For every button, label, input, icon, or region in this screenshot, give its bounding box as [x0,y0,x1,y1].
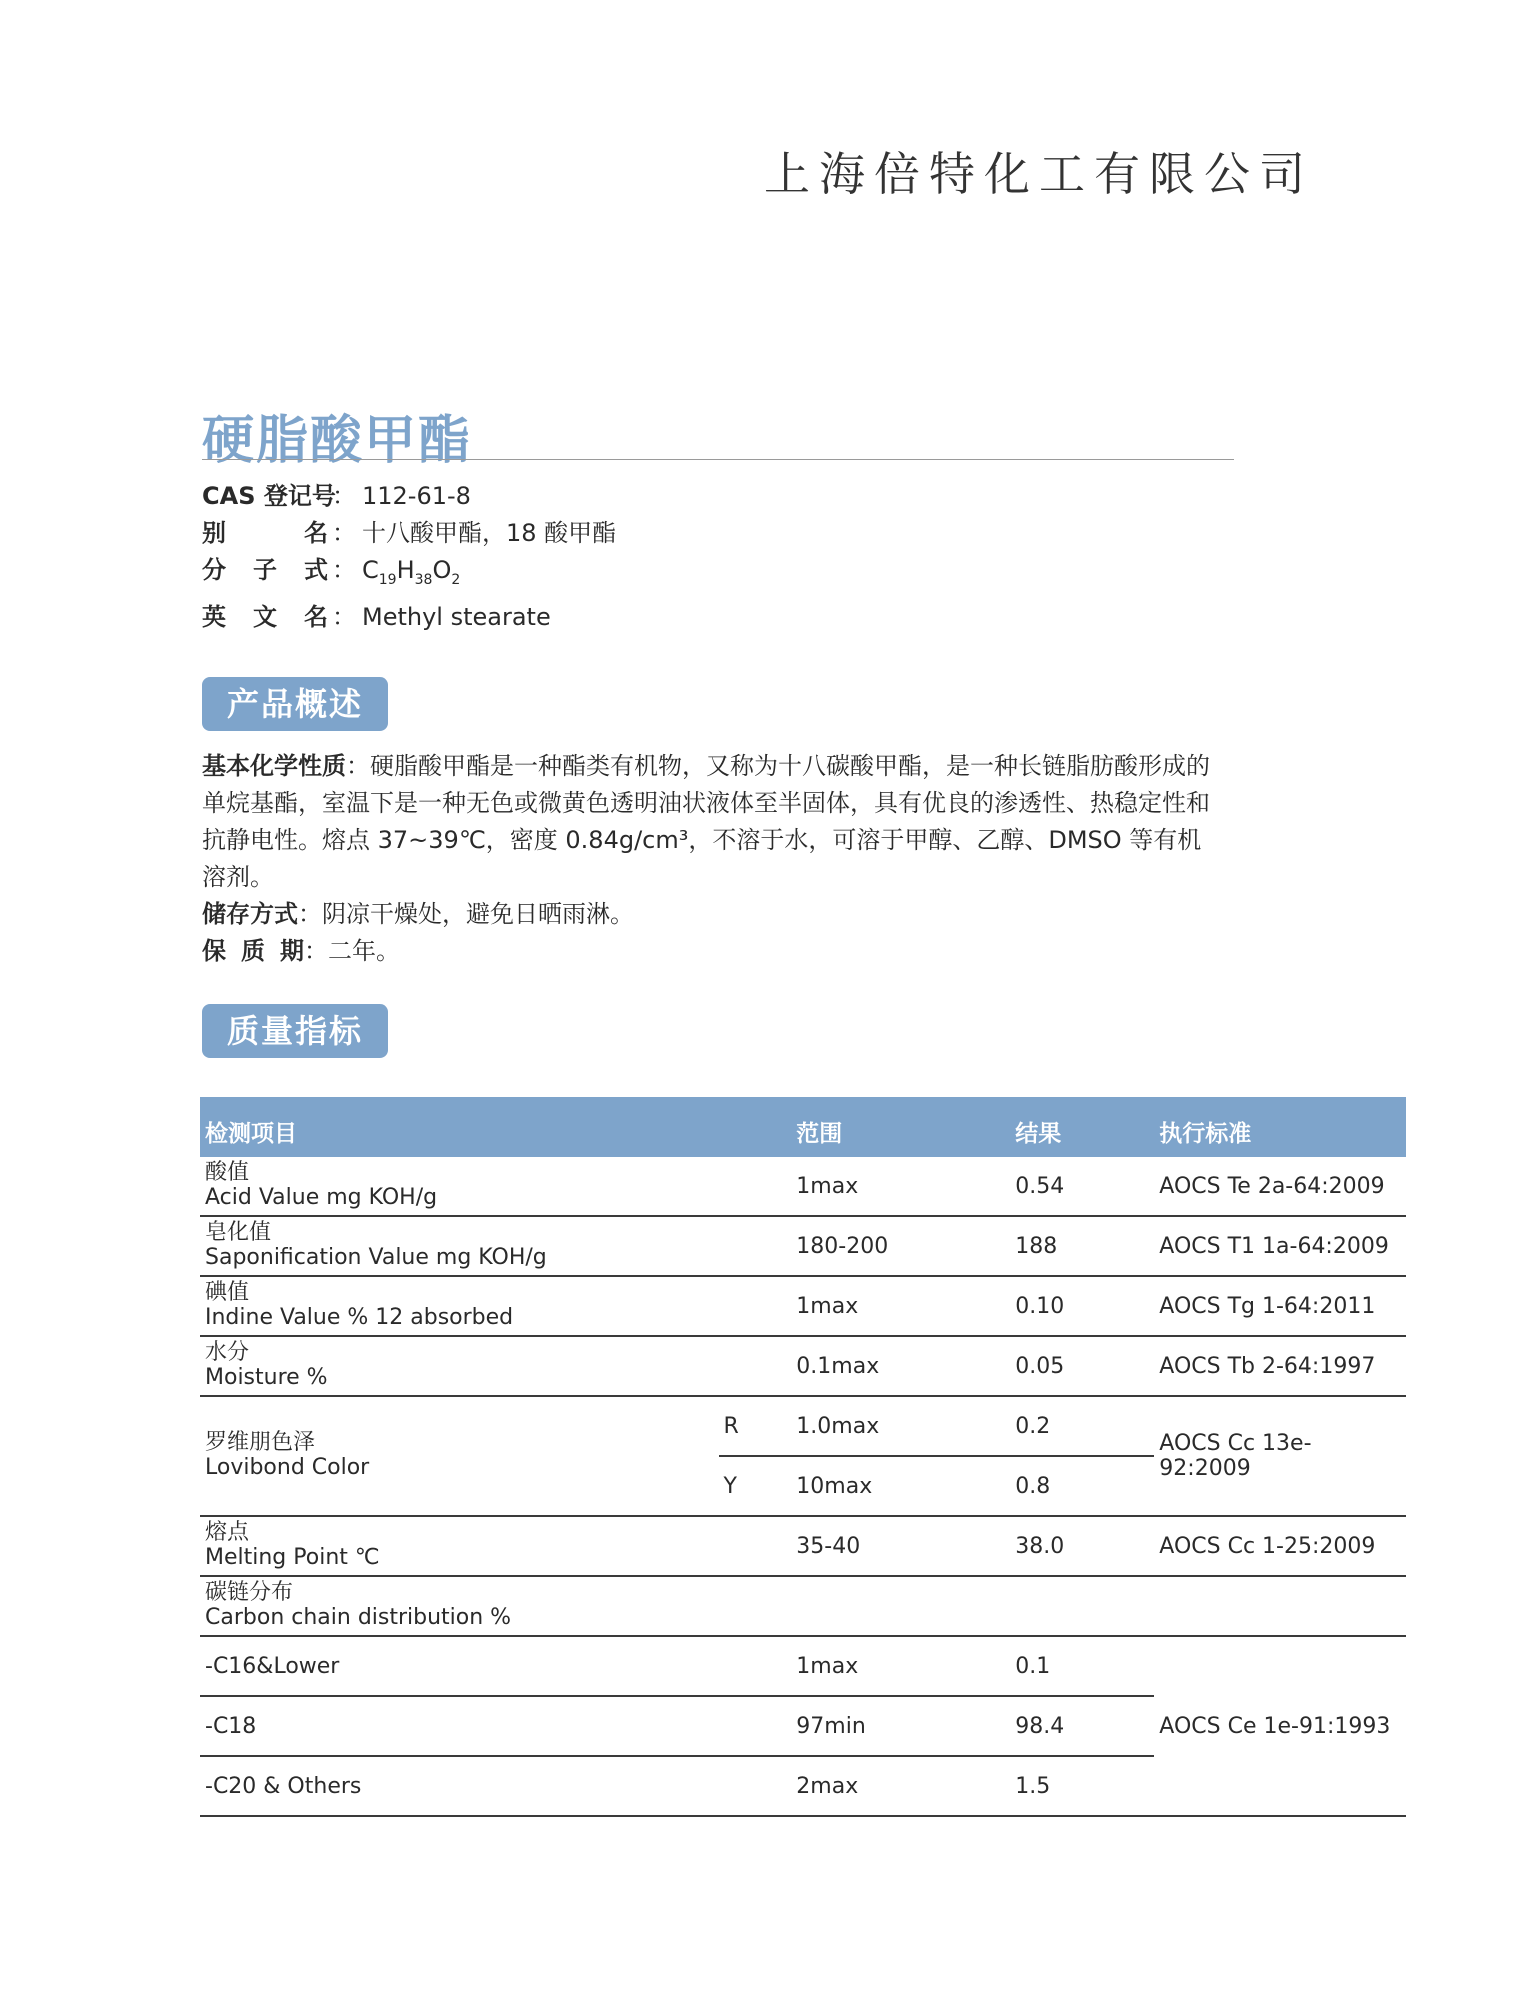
cas-label: CAS 登记号 [202,482,336,510]
storage-label: 储存方式 [202,900,298,928]
basic-label: 基本化学性质 [202,752,346,780]
table-row: 熔点 Melting Point ℃ 35-40 38.0 AOCS Cc 1-25:2009 [200,1516,1406,1576]
formula-row: 分 子 式 ： $C_{19}H_{38}O_2$ [202,552,616,599]
overview-text [202,748,1212,970]
quality-heading: 质量指标 [202,1004,388,1058]
header-standard: 执行标准 [1154,1097,1406,1157]
title-divider [202,459,1234,460]
table-row-carbon-item: -C18 97min 98.4 [200,1696,1406,1756]
table-row-carbon-item: -C16&Lower 1max 0.1 AOCS Ce 1e-91:1993 [200,1636,1406,1696]
product-title: 硬脂酸甲酯 [202,411,473,471]
header-item: 检测项目 [200,1097,791,1157]
table-row-carbon-item: -C20 & Others 2max 1.5 [200,1756,1406,1816]
shelf-life: 保 质 期 ：二年。 [202,933,1212,970]
english-name-label: 英 文 名 [202,602,328,631]
product-info [202,478,616,636]
basic-properties: 基本化学性质：硬脂酸甲酯是一种酯类有机物，又称为十八碳酸甲酯，是一种长链脂肪酸形成的单烷基酯，室温下是一种无色或微黄色透明油状液体至半固体，具有优良的渗透性、热稳定性和抗静电性。熔点 37~39℃，密度 0.84g/cm³，不溶于水，可溶于甲醇、乙醇、DMSO 等有机溶剂。 [202,752,1210,891]
cas-value: 112-61-8 [362,482,471,510]
cas-row: CAS 登记号 ： 112-61-8 [202,478,616,515]
table-row-color-y: Y 10max 0.8 [200,1456,1406,1516]
formula-label: 分 子 式 [202,556,328,584]
table-row-color-r: 罗维朋色泽 Lovibond Color R 1.0max 0.2 AOCS Cc 13e-92:2009 [200,1396,1406,1456]
basic-text: 硬脂酸甲酯是一种酯类有机物，又称为十八碳酸甲酯，是一种长链脂肪酸形成的单烷基酯，室温下是一种无色或微黄色透明油状液体至半固体，具有优良的渗透性、热稳定性和抗静电性。熔点 37~39℃，密度 0.84g/cm³，不溶于水，可溶于甲醇、乙醇、DMSO 等有机溶剂。 [202,752,1210,891]
alias-row: 别 名 ： 十八酸甲酯，18 酸甲酯 [202,515,616,552]
formula-value: $C_{19}H_{38}O_2$ [362,556,461,588]
overview-heading: 产品概述 [202,677,388,731]
storage-text: 阴凉干燥处，避免日晒雨淋。 [322,900,634,928]
table-row: 皂化值 Saponification Value mg KOH/g 180-200 188 AOCS T1 1a-64:2009 [200,1216,1406,1276]
storage: 储存方式：阴凉干燥处，避免日晒雨淋。 [202,900,634,928]
english-name-row: 英 文 名 ： Methyl stearate [202,599,616,636]
header-result: 结果 [1010,1097,1154,1157]
table-row: 碘值 Indine Value % 12 absorbed 1max 0.10 AOCS Tg 1-64:2011 [200,1276,1406,1336]
table-row: 水分 Moisture % 0.1max 0.05 AOCS Tb 2-64:1997 [200,1336,1406,1396]
quality-table [200,1097,1406,1817]
header-range: 范围 [791,1097,1010,1157]
company-name: 上海倍特化工有限公司 [764,147,1314,201]
alias-value: 十八酸甲酯，18 酸甲酯 [362,519,617,547]
alias-label: 别 名 [202,519,328,547]
table-row-carbon: 碳链分布 Carbon chain distribution % [200,1576,1406,1636]
english-name-value: Methyl stearate [362,602,551,631]
table-header [200,1097,1406,1157]
table-row: 酸值 Acid Value mg KOH/g 1max 0.54 AOCS Te 2a-64:2009 [200,1157,1406,1216]
shelf-label: 保 质 期 [202,937,304,965]
shelf-text: 二年。 [328,937,400,965]
